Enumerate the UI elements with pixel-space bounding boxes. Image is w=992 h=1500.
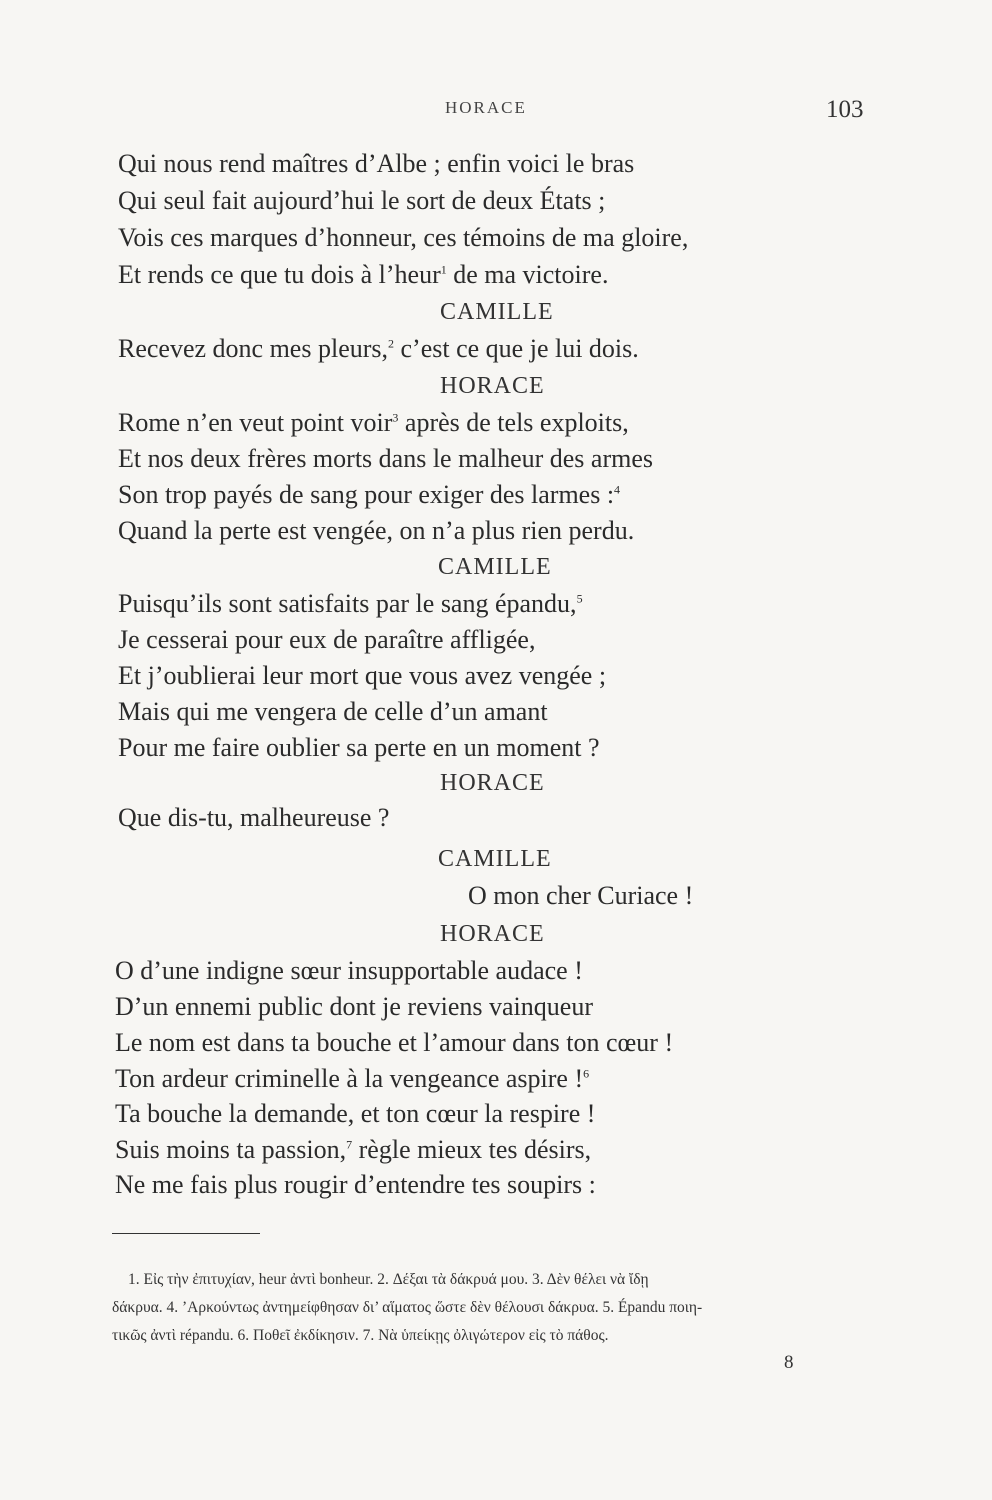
speaker-name: CAMILLE (438, 846, 552, 872)
verse-line: Je cesserai pour eux de paraître affligée, (118, 625, 536, 654)
speaker-name: HORACE (440, 770, 545, 796)
verse-line: Et nos deux frères morts dans le malheur des armes (118, 444, 654, 473)
speaker-name: HORACE (440, 921, 545, 947)
footnote-ref: 2 (388, 336, 395, 351)
verse-line: Recevez donc mes pleurs,$^2$ c’est ce que je lui dois. (118, 334, 639, 363)
footnote-ref: 1 (440, 262, 447, 277)
verse-line: Et j’oublierai leur mort que vous avez vengée ; (118, 661, 607, 690)
speaker-name: CAMILLE (438, 554, 552, 580)
verse-line: O mon cher Curiace ! (468, 881, 694, 910)
verse-line: Ton ardeur criminelle à la vengeance aspire !$^6$ (115, 1064, 590, 1093)
verse-line: Ne me fais plus rougir d’entendre tes soupirs : (115, 1170, 596, 1199)
signature-mark: 8 (784, 1352, 794, 1373)
running-head (0, 96, 992, 126)
footnote-ref: 5 (576, 591, 583, 606)
footnote-line: τικῶς ἀντὶ répandu. 6. Ποθεῖ ἐκδίκησιν. 7. Νὰ ὑπείκῃς ὀλιγώτερον εἰς τὸ πάθος. (112, 1327, 609, 1344)
verse-line: Suis moins ta passion,$^7$ règle mieux tes désirs, (115, 1135, 592, 1164)
footnote-line: δάκρυα. 4. ’Αρκούντως ἀντημείφθησαν δι’ αἵματος ὥστε δὲν θέλουσι δάκρυα. 5. Épandu ποιη- (112, 1299, 703, 1316)
footnotes (112, 1266, 882, 1350)
verse-line: Pour me faire oublier sa perte en un moment ? (118, 733, 600, 762)
verse-line: Qui seul fait aujourd’hui le sort de deux États ; (118, 186, 606, 215)
speaker-name: CAMILLE (440, 299, 554, 325)
footnote-ref: 6 (583, 1066, 590, 1081)
verse-line: D’un ennemi public dont je reviens vainqueur (115, 992, 593, 1021)
verse-line: Mais qui me vengera de celle d’un amant (118, 697, 548, 726)
footnote-rule (112, 1233, 260, 1234)
verse-line: Vois ces marques d’honneur, ces témoins de ma gloire, (118, 223, 689, 252)
verse-line: Quand la perte est vengée, on n’a plus rien perdu. (118, 516, 635, 545)
verse-line: Le nom est dans ta bouche et l’amour dans ton cœur ! (115, 1028, 674, 1057)
running-title: HORACE (445, 98, 527, 117)
footnote-ref: 7 (346, 1137, 353, 1152)
verse-line: Qui nous rend maîtres d’Albe ; enfin voici le bras (118, 149, 635, 178)
footnote-line: 1. Εἰς τὴν ἐπιτυχίαν, heur ἀντὶ bonheur. 2. Δέξαι τὰ δάκρυά μου. 3. Δὲν θέλει νὰ ἴδῃ (128, 1271, 649, 1288)
verse-line: Que dis-tu, malheureuse ? (118, 803, 390, 832)
page-number: 103 (826, 96, 864, 123)
verse-line: Son trop payés de sang pour exiger des larmes :$^4$ (118, 480, 621, 509)
speaker-name: HORACE (440, 373, 545, 399)
verse-line: O d’une indigne sœur insupportable audace ! (115, 956, 583, 985)
footnote-ref: 4 (614, 482, 621, 497)
verse-line: Rome n’en veut point voir$^3$ après de tels exploits, (118, 408, 629, 437)
verse-line: Ta bouche la demande, et ton cœur la respire ! (115, 1099, 596, 1128)
verse-line: Et rends ce que tu dois à l’heur$^1$ de ma victoire. (118, 260, 609, 289)
verse-line: Puisqu’ils sont satisfaits par le sang épandu,$^5$ (118, 589, 583, 618)
footnote-ref: 3 (392, 410, 399, 425)
